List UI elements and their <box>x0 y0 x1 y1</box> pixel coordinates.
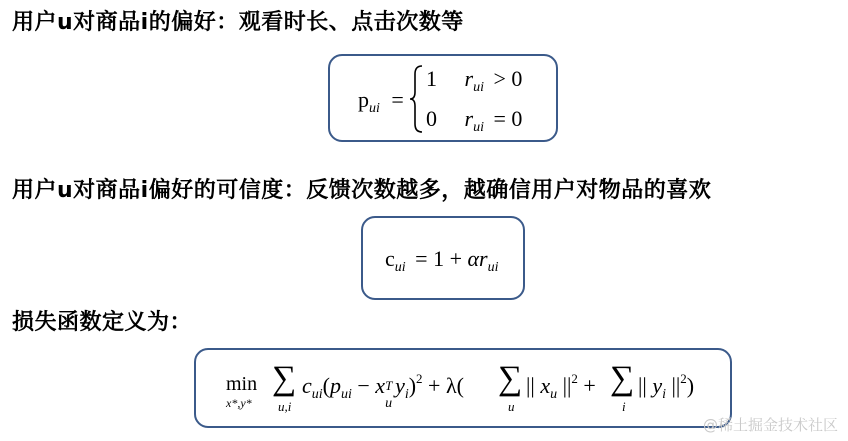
confidence-formula-box <box>361 216 525 300</box>
sum-subscript-ui: u,i <box>278 399 292 414</box>
case-positive: 1 $r_{ui} > 0$ <box>426 66 523 95</box>
preference-formula-box <box>328 54 558 142</box>
cases-brace <box>408 64 424 134</box>
sum-symbol-2: ∑ <box>498 360 523 397</box>
watermark: @稀土掘金技术社区 <box>702 416 838 434</box>
min-operator: min <box>226 373 258 395</box>
squared-error-term: $c_{ui}(p_{ui} - x$ T u $y_i)^2 + \lambda$( <box>302 371 464 411</box>
loss-heading: 损失函数定义为： <box>12 310 193 335</box>
loss-formula-box <box>194 348 732 428</box>
sum-symbol-1: ∑ <box>272 360 297 397</box>
sum-subscript-i: i <box>622 399 626 414</box>
sum-symbol-3: ∑ <box>610 360 635 397</box>
norm-x-term: || $x_u$ $||^2$ + <box>526 371 596 402</box>
confidence-heading: 用户u对商品i偏好的可信度：反馈次数越多，越确信用户对物品的喜欢 <box>12 178 712 203</box>
min-subscript: x*,y* <box>226 396 252 410</box>
norm-y-term: || $y_i$ $||^2$) <box>638 371 695 402</box>
sum-subscript-u: u <box>508 399 515 414</box>
case-zero: 0 $r_{ui} = 0$ <box>426 106 523 135</box>
preference-heading: 用户u对商品i的偏好：观看时长、点击次数等 <box>12 10 464 35</box>
preference-formula-lhs: $p_{ui}$ = <box>358 87 404 116</box>
confidence-formula: $c_{ui} = 1 + \alpha r_{ui}$ <box>385 246 499 275</box>
